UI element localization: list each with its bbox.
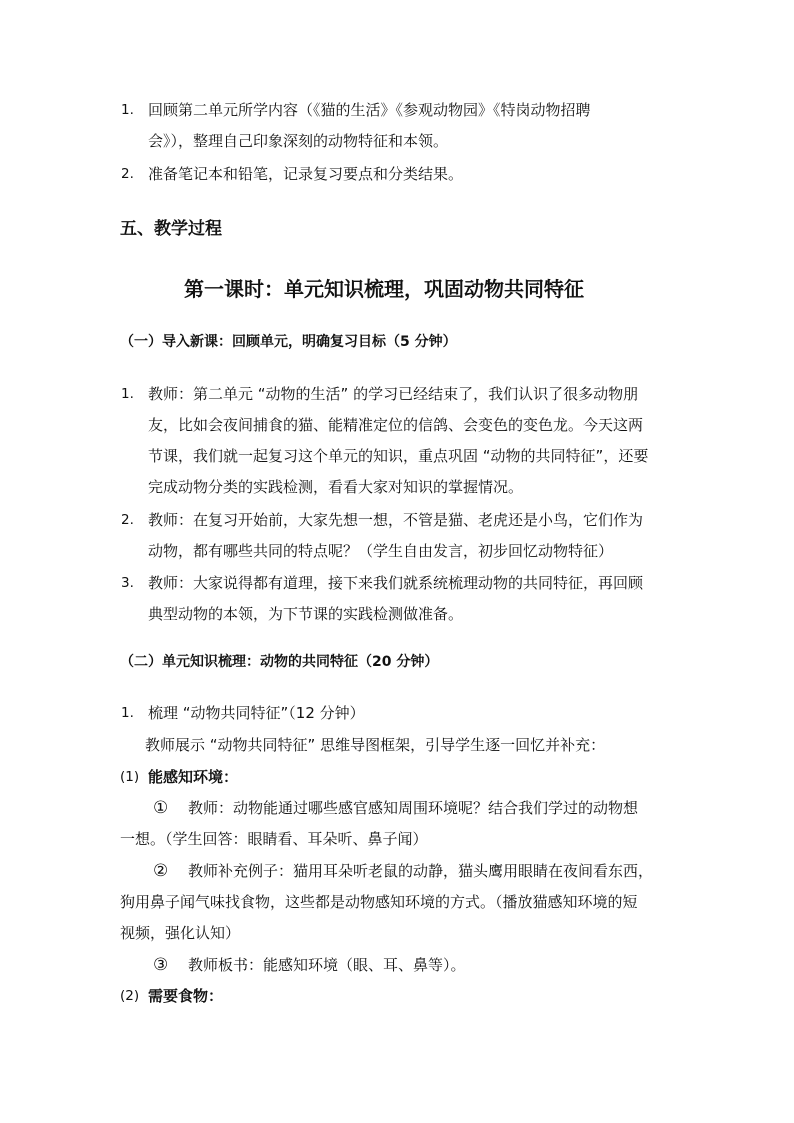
list-item-text: 会》），整理自己印象深刻的动物特征和本领。 (148, 132, 449, 150)
circled-number-marker: ② (153, 861, 169, 881)
subsection-heading: （二）单元知识梳理：动物的共同特征（20 分钟） (120, 654, 439, 670)
list-number: 3. (121, 575, 134, 591)
list-item-text: 动物，都有哪些共同的特点呢？（学生自由发言，初步回忆动物特征） (148, 542, 614, 560)
list-item-text: 教师展示 “动物共同特征” 思维导图框架，引导学生逐一回忆并补充： (145, 736, 606, 754)
lesson-title: 第一课时：单元知识梳理，巩固动物共同特征 (184, 277, 584, 301)
sub-list-number: (2) (120, 988, 140, 1004)
point-text: 一想。（学生回答：眼睛看、耳朵听、鼻子闻） (120, 830, 428, 848)
list-item-text: 教师：在复习开始前，大家先想一想，不管是猫、老虎还是小鸟，它们作为 (148, 511, 644, 529)
list-item-text: 完成动物分类的实践检测，看看大家对知识的掌握情况。 (148, 478, 524, 496)
sub-list-number: (1) (120, 769, 140, 785)
section-heading: 五、教学过程 (120, 219, 222, 239)
list-item-text: 教师：大家说得都有道理，接下来我们就系统梳理动物的共同特征，再回顾 (148, 574, 644, 592)
list-number: 1. (121, 102, 134, 118)
list-item-text: 友，比如会夜间捕食的猫、能精准定位的信鸽、会变色的变色龙。今天这两 (148, 416, 644, 434)
point-text: 教师补充例子：猫用耳朵听老鼠的动静，猫头鹰用眼睛在夜间看东西， (188, 862, 654, 880)
list-item-text: 准备笔记本和铅笔，记录复习要点和分类结果。 (148, 165, 464, 183)
subsection-heading: （一）导入新课：回顾单元，明确复习目标（5 分钟） (120, 334, 457, 350)
list-item-text: 节课，我们就一起复习这个单元的知识，重点巩固 “动物的共同特征”，还要 (148, 447, 649, 465)
list-number: 2. (121, 512, 134, 528)
list-number: 1. (121, 705, 134, 721)
point-text: 狗用鼻子闻气味找食物，这些都是动物感知环境的方式。（播放猫感知环境的短 (120, 893, 638, 911)
circled-number-marker: ① (153, 798, 169, 818)
list-number: 1. (121, 386, 134, 402)
circled-number-marker: ③ (153, 955, 169, 975)
list-item-text: 典型动物的本领，为下节课的实践检测做准备。 (148, 605, 464, 623)
point-text: 教师板书：能感知环境（眼、耳、鼻等）。 (188, 956, 466, 974)
point-text: 教师：动物能通过哪些感官感知周围环境呢？结合我们学过的动物想 (188, 799, 639, 817)
list-number: 2. (121, 166, 134, 182)
sub-list-label: 能感知环境： (148, 768, 239, 786)
list-item-text: 梳理 “动物共同特征”（12 分钟） (148, 704, 365, 722)
list-item-text: 回顾第二单元所学内容（《猫的生活》《参观动物园》《特岗动物招聘 (148, 101, 591, 119)
list-item-text: 教师：第二单元 “动物的生活” 的学习已经结束了，我们认识了很多动物朋 (148, 385, 639, 403)
point-text: 视频，强化认知） (120, 924, 241, 942)
sub-list-label: 需要食物： (148, 987, 224, 1005)
